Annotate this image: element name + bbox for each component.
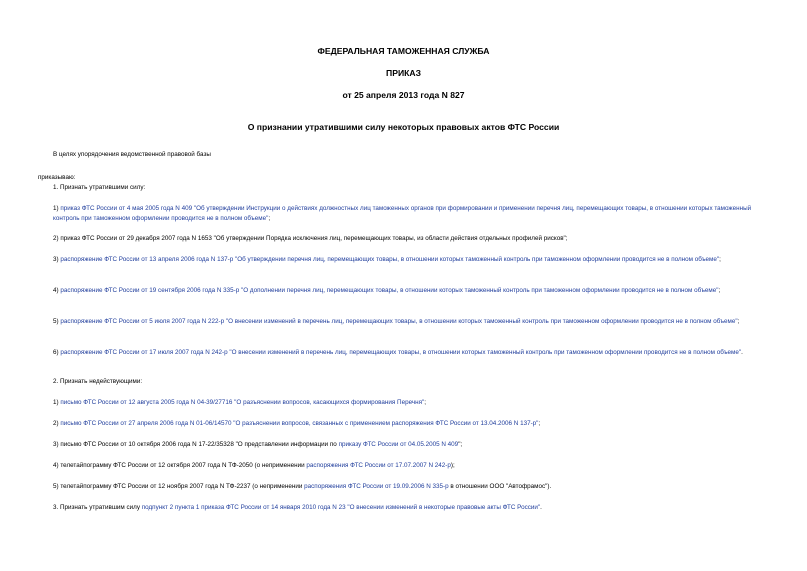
sec1-item-5: 5) распоряжение ФТС России от 5 июля 2007 года N 222-р "О внесении изменений в перечень лиц, перемещающих товары, в отношении которых таможенный контроль при таможенном оформлении проводится не в полном объеме"; — [53, 318, 740, 325]
sec1-item-4-link[interactable]: распоряжение ФТС России от 19 сентября 2006 года N 335-р "О дополнении перечня лиц, перемещающих товары, в отношении которых таможенный контроль при таможенном оформлении проводится не в полном объеме" — [60, 287, 719, 294]
section-1-heading: 1. Признать утратившими силу: — [53, 184, 146, 191]
sec1-item-6: 6) распоряжение ФТС России от 17 июля 2007 года N 242-р "О внесении изменений в перечень лиц, перемещающих товары, в отношении которых таможенный контроль при таможенном оформлении проводится не в полном объеме". — [53, 349, 743, 356]
sec2-item-1: 1) письмо ФТС России от 12 августа 2005 года N 04-39/27716 "О разъяснении вопросов, касающихся формирования Перечня"; — [53, 399, 427, 406]
section-3: 3. Признать утратившим силу подпункт 2 пункта 1 приказа ФТС России от 14 января 2010 года N 23 "О внесении изменений в некоторые правовые акты ФТС России". — [53, 504, 542, 511]
sec2-item-2: 2) письмо ФТС России от 27 апреля 2006 года N 01-06/14570 "О разъяснении вопросов, связанных с применением распоряжения ФТС России от 13.04.2006 N 137-р"; — [53, 420, 541, 427]
sec2-item-2-link[interactable]: письмо ФТС России от 27 апреля 2006 года N 01-06/14570 "О разъяснении вопросов, связанных с применением распоряжения ФТС России от 13.04.2006 N 137-р" — [60, 420, 539, 427]
sec1-item-3-link[interactable]: распоряжение ФТС России от 13 апреля 2006 года N 137-р "Об утверждении перечня лиц, перемещающих товары, в отношении которых таможенный контроль при таможенном оформлении проводится не в полном объеме" — [60, 256, 720, 263]
sec1-item-1: 1) приказ ФТС России от 4 мая 2005 года N 409 "Об утверждении Инструкции о действиях должностных лиц таможенных органов при формировании и применении перечня лиц, перемещающих товары, в отношении которых таможенный контроль при таможенном оформлении проводится не в полном объеме"; — [53, 205, 752, 222]
section-2-heading: 2. Признать недействующими: — [53, 378, 143, 385]
agency-name: ФЕДЕРАЛЬНАЯ ТАМОЖЕННАЯ СЛУЖБА — [317, 46, 490, 56]
sec1-item-1-link[interactable]: приказ ФТС России от 4 мая 2005 года N 409 "Об утверждении Инструкции о действиях должностных лиц таможенных органов при формировании и применении перечня лиц, перемещающих товары, в отношении которых таможенный контроль при таможенном оформлении проводится не в полном объеме" — [53, 205, 752, 222]
sec2-item-4-link[interactable]: распоряжения ФТС России от 17.07.2007 N 242-р — [306, 462, 451, 469]
sec2-item-4: 4) телетайпограмму ФТС России от 12 октября 2007 года N ТФ-2050 (о неприменении распоряжения ФТС России от 17.07.2007 N 242-р); — [53, 462, 455, 469]
document-type: ПРИКАЗ — [386, 68, 421, 78]
sec1-item-5-link[interactable]: распоряжение ФТС России от 5 июля 2007 года N 222-р "О внесении изменений в перечень лиц, перемещающих товары, в отношении которых таможенный контроль при таможенном оформлении проводится не в полном объеме" — [60, 318, 738, 325]
intro-text: В целях упорядочения ведомственной правовой базы — [53, 151, 211, 158]
sec1-item-4: 4) распоряжение ФТС России от 19 сентября 2006 года N 335-р "О дополнении перечня лиц, перемещающих товары, в отношении которых таможенный контроль при таможенном оформлении проводится не в полном объеме"; — [53, 287, 721, 294]
sec3-link[interactable]: подпункт 2 пункта 1 приказа ФТС России от 14 января 2010 года N 23 "О внесении изменений в некоторые правовые акты ФТС России" — [141, 504, 541, 511]
sec2-item-3-link[interactable]: приказу ФТС России от 04.05.2005 N 409 — [338, 441, 459, 448]
sec2-item-5-link[interactable]: распоряжения ФТС России от 19.09.2006 N 335-р — [304, 483, 449, 490]
sec2-item-5: 5) телетайпограмму ФТС России от 12 ноября 2007 года N ТФ-2237 (о неприменении распоряжения ФТС России от 19.09.2006 N 335-р в отношении ООО "Автофрамос"). — [53, 483, 552, 490]
document-title: О признании утратившими силу некоторых правовых актов ФТС России — [247, 122, 560, 132]
sec2-item-1-link[interactable]: письмо ФТС России от 12 августа 2005 года N 04-39/27716 "О разъяснении вопросов, касающихся формирования Перечня" — [60, 399, 425, 406]
sec1-item-3: 3) распоряжение ФТС России от 13 апреля 2006 года N 137-р "Об утверждении перечня лиц, перемещающих товары, в отношении которых таможенный контроль при таможенном оформлении проводится не в полном объеме"; — [53, 256, 721, 263]
sec2-item-3: 3) письмо ФТС России от 10 октября 2006 года N 17-22/35328 "О представлении информации по приказу ФТС России от 04.05.2005 N 409"; — [53, 441, 463, 448]
document-date: от 25 апреля 2013 года N 827 — [342, 90, 465, 100]
sec1-item-6-link[interactable]: распоряжение ФТС России от 17 июля 2007 года N 242-р "О внесении изменений в перечень лиц, перемещающих товары, в отношении которых таможенный контроль при таможенном оформлении проводится не в полном объеме" — [60, 349, 742, 356]
sec1-item-2: 2) приказ ФТС России от 29 декабря 2007 года N 1653 "Об утверждении Порядка исключения лиц, перемещающих товары, из области действия отдельных профилей рисков"; — [53, 235, 568, 242]
decree-text: приказываю: — [38, 174, 76, 181]
